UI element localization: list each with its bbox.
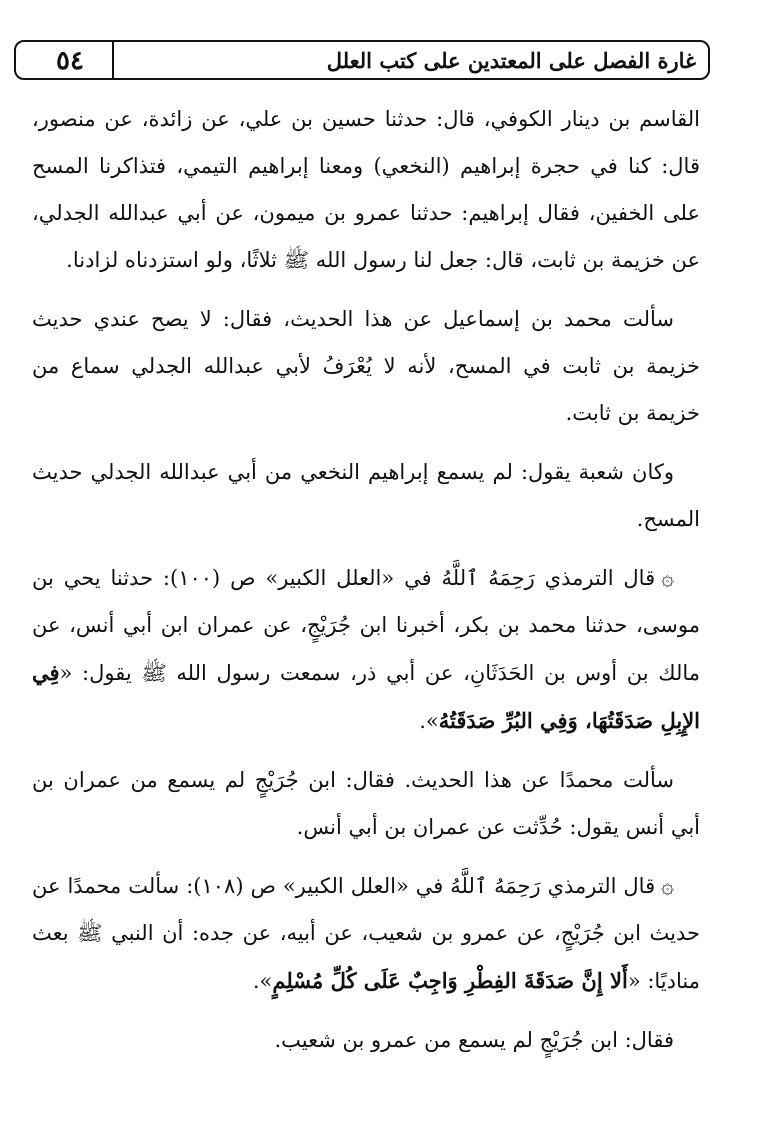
- paragraph-1: القاسم بن دينار الكوفي، قال: حدثنا حسين بن علي، عن زائدة، عن منصور، قال: كنا في حجرة إبراهيم (النخعي) ومعنا إبراهيم التيمي، فتذاكرنا المسح على الخفين، فقال إبراهيم: حدثنا عمرو بن ميمون، عن أبي عبدالله الجدلي، عن خزيمة بن ثابت، قال: جعل لنا رسول الله ﷺ ثلاثًا، ولو استزدناه لزادنا.: [32, 107, 700, 272]
- paragraph-6: [32, 863, 700, 1005]
- hadith-quote-1: فِي الإِبِلِ صَدَقَتُهَا، وَفِي البُرِّ صَدَقَتُهُ: [32, 660, 700, 733]
- paragraph-4: [32, 555, 700, 745]
- paragraph-4-text: قال الترمذي رَحِمَهُ ٱللَّهُ في «العلل الكبير» ص (١٠٠): حدثنا يحي بن موسى، حدثنا محمد بن بكر، أخبرنا ابن جُرَيْجٍ، عن عمران ابن أبي أنس، عن مالك بن أوس بن الحَدَثَانِ، عن أبي ذر، سمعت رسول الله ﷺ يقول: «: [32, 566, 700, 685]
- running-header: [14, 40, 710, 80]
- paragraph-7: فقال: ابن جُرَيْجٍ لم يسمع من عمرو بن شعيب.: [274, 1028, 674, 1052]
- page-number: ٥٤: [56, 46, 84, 76]
- hadith-quote-2: أَلا إِنَّ صَدَقَةَ الفِطْرِ وَاجِبٌ عَلَى كُلِّ مُسْلِمٍ: [272, 968, 628, 993]
- header-divider: [112, 42, 114, 78]
- paragraph-3: وكان شعبة يقول: لم يسمع إبراهيم النخعي من أبي عبدالله الجدلي حديث المسح.: [32, 460, 700, 531]
- running-title: غارة الفصل على المعتدين على كتب العلل: [326, 48, 696, 73]
- paragraph-2: سألت محمد بن إسماعيل عن هذا الحديث، فقال: لا يصح عندي حديث خزيمة بن ثابت في المسح، لأنه لا يُعْرَفُ لأبي عبدالله الجدلي سماع من خزيمة بن ثابت.: [32, 307, 700, 425]
- paragraph-4-end: ».: [419, 709, 439, 733]
- paragraph-6-text: قال الترمذي رَحِمَهُ ٱللَّهُ في «العلل الكبير» ص (١٠٨): سألت محمدًا عن حديث ابن جُرَيْجٍ، عن عمرو بن شعيب، عن أبيه، عن جده: أن النبي ﷺ بعث مناديًا: «: [32, 874, 700, 993]
- page-body: [32, 96, 700, 1076]
- flower-ornament-icon: ۞: [661, 874, 674, 899]
- flower-ornament-icon: ۞: [661, 566, 675, 591]
- paragraph-6-end: ».: [252, 969, 273, 993]
- paragraph-5: سألت محمدًا عن هذا الحديث. فقال: ابن جُرَيْجٍ لم يسمع من عمران بن أبي أنس يقول: حُدِّثت عن عمران بن أبي أنس.: [32, 768, 700, 839]
